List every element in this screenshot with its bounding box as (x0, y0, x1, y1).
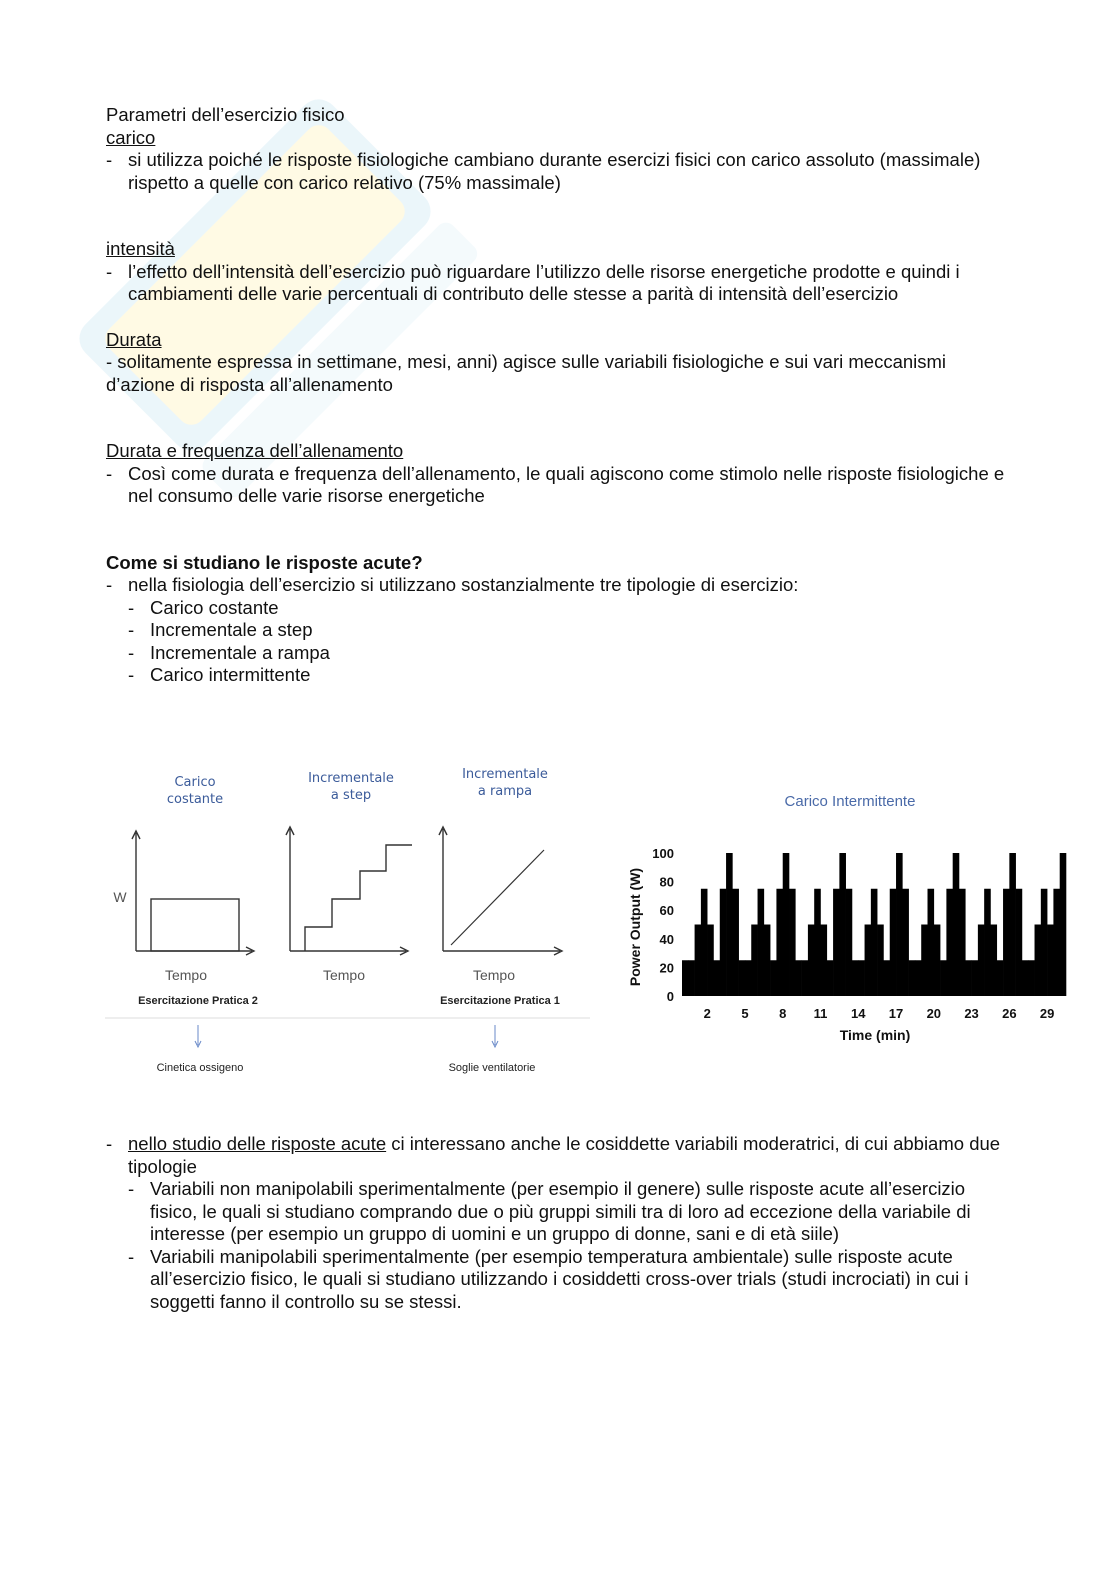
y-tick-label: 80 (659, 874, 674, 890)
x-tick-label: 11 (813, 1006, 828, 1021)
chart-bar (732, 889, 739, 996)
chart-bar (751, 925, 758, 997)
chart-bar (839, 853, 846, 996)
chart-bar (940, 960, 947, 996)
chart-bar (871, 889, 878, 996)
chart-bar (934, 925, 941, 997)
panel3-note: Soglie ventilatorie (448, 1062, 536, 1074)
chart-bar (770, 960, 777, 996)
chart-bar (682, 960, 689, 996)
chart-bar (865, 925, 872, 997)
chart-bar (833, 889, 840, 996)
chart-bar (858, 960, 865, 996)
chart-title: Carico Intermittente (784, 793, 916, 810)
chart-bar (928, 889, 935, 996)
chart-bar (990, 925, 997, 997)
sub-item-non-manipolabili: - Variabili non manipolabili sperimentalmente (per esempio il genere) sulle risposte acute all’esercizio fisico, le quali si studiano comprando due o più gruppi simili tra di loro ad eccezione della variabile di interesse (per esempio un gruppo di uomini e un gruppo di donne, sani e di età siile) (106, 1178, 1006, 1246)
chart-bar (902, 889, 909, 996)
chart-y-ticks (652, 846, 674, 1004)
chart-bar (707, 925, 714, 997)
chart-bar (776, 889, 783, 996)
chart-bar (965, 960, 972, 996)
panel2-step-load (305, 845, 412, 951)
x-tick-label: 14 (851, 1006, 866, 1021)
x-tick-label: 17 (888, 1006, 904, 1021)
intermittent-chart (627, 793, 1066, 1043)
chart-bar (1041, 889, 1048, 996)
x-tick-label: 2 (703, 1006, 711, 1021)
chart-bar (1022, 960, 1029, 996)
chart-bar (745, 960, 752, 996)
bullet-frequenza: - Così come durata e frequenza dell’allenamento, le quali agiscono come stimolo nelle risposte fisiologiche e nel consumo delle varie risorse energetiche (106, 463, 1006, 508)
chart-bar (877, 925, 884, 997)
chart-bar (946, 889, 953, 996)
chart-bar (852, 960, 859, 996)
bullet-moderatrici (106, 1133, 1006, 1178)
panel1-x-label: Tempo (164, 967, 208, 983)
main-text (106, 104, 1006, 687)
chart-y-label: Power Output (W) (627, 867, 643, 987)
chart-bar (713, 960, 720, 996)
chart-bar (1016, 889, 1023, 996)
type-item: - Carico costante (106, 597, 1006, 620)
type-item: - Incrementale a step (106, 619, 1006, 642)
chart-bar (1053, 889, 1060, 996)
chart-bar (789, 889, 796, 996)
panel3-caption: Esercitazione Pratica 1 (440, 995, 560, 1007)
chart-bar (695, 925, 702, 997)
heading-durata: Durata (106, 328, 162, 350)
chart-bar (997, 960, 1004, 996)
chart-bar (915, 960, 922, 996)
chart-bar (1035, 925, 1042, 997)
bullet-intensita: - l’effetto dell’intensità dell’esercizio può riguardare l’utilizzo delle risorse energetiche prodotte e quindi i cambiamenti delle varie percentuali di contributo delle stesse a parità di intensità dell’esercizio (106, 261, 1006, 306)
chart-bar (688, 960, 695, 996)
panel2-title-line1: Incrementale (308, 771, 394, 786)
chart-bar (883, 960, 890, 996)
chart-x-label: Time (min) (839, 1027, 911, 1043)
chart-bar (984, 889, 991, 996)
panel3-title-line1: Incrementale (462, 767, 548, 782)
chart-bar (909, 960, 916, 996)
chart-bar (972, 960, 979, 996)
y-tick-label: 40 (659, 931, 674, 947)
x-tick-label: 26 (1002, 1006, 1017, 1021)
chart-bar (795, 960, 802, 996)
chart-bar (764, 925, 771, 997)
chart-bar (814, 889, 821, 996)
chart-bar (1028, 960, 1035, 996)
section-title: Parametri dell’esercizio fisico (106, 104, 345, 125)
panel2-axes (286, 827, 408, 955)
type-item: - Carico intermittente (106, 664, 1006, 687)
chart-bar (959, 889, 966, 996)
underlined-phrase: nello studio delle risposte acute (128, 1133, 387, 1154)
chart-bar (739, 960, 746, 996)
chart-bar (827, 960, 834, 996)
chart-bars (682, 853, 1066, 996)
chart-bar (701, 889, 708, 996)
y-tick-label: 100 (652, 846, 674, 861)
chart-bar (1047, 925, 1054, 997)
panel1-note: Cinetica ossigeno (156, 1062, 244, 1074)
panel1-y-label: W (113, 889, 127, 905)
panel3-ramp-load (451, 850, 544, 945)
chart-bar (726, 853, 733, 996)
heading-risposte-acute: Come si studiano le risposte acute? (106, 551, 423, 573)
chart-bar (1003, 889, 1010, 996)
bullet-carico: - si utilizza poiché le risposte fisiologiche cambiano durante esercizi fisici con carico assoluto (massimale) rispetto a quelle con carico relativo (75% massimale) (106, 149, 1006, 194)
y-tick-label: 60 (659, 903, 674, 919)
chart-x-ticks (704, 1006, 1055, 1021)
chart-bar (758, 889, 765, 996)
x-tick-label: 8 (779, 1006, 787, 1021)
moderator-section (106, 1133, 1006, 1313)
panel3-axes (439, 827, 562, 955)
panel1-title-line2: costante (166, 792, 224, 807)
chart-bar (896, 853, 903, 996)
heading-frequenza: Durata e frequenza dell’allenamento (106, 440, 404, 461)
chart-bar (890, 889, 897, 996)
chart-bar (720, 889, 727, 996)
panel1-caption: Esercitazione Pratica 2 (138, 995, 258, 1007)
bullet-intro: - nella fisiologia dell’esercizio si utilizzano sostanzialmente tre tipologie di esercizio: (106, 574, 1006, 597)
chart-bar (808, 925, 815, 997)
exercise-figure (100, 755, 1080, 1085)
chart-bar (1009, 853, 1016, 996)
chart-bar (820, 925, 827, 997)
chart-bar (921, 925, 928, 997)
text-durata: - solitamente espressa in settimane, mesi, anni) agisce sulle variabili fisiologiche e sui vari meccanismi d’azione di risposta all’allenamento (106, 351, 947, 395)
chart-bar (953, 853, 960, 996)
heading-carico: carico (106, 126, 156, 148)
type-item: - Incrementale a rampa (106, 642, 1006, 665)
y-tick-label: 0 (666, 989, 674, 1004)
chart-bar (802, 960, 809, 996)
chart-bar (1060, 853, 1067, 996)
heading-intensita: intensità (106, 238, 175, 259)
panel2-x-label: Tempo (322, 967, 366, 983)
chart-bar (783, 853, 790, 996)
sub-item-manipolabili: - Variabili manipolabili sperimentalmente (per esempio temperatura ambientale) sulle risposte acute all’esercizio fisico, le quali si studiano utilizzando i cosiddetti cross-over trials (studi incrociati) in cui i soggetti fanno il controllo su se stessi. (106, 1246, 1006, 1314)
panel1-constant-load (151, 899, 239, 951)
y-tick-label: 20 (659, 960, 674, 976)
x-tick-label: 5 (741, 1006, 749, 1021)
panel3-title-line2: a rampa (477, 784, 533, 799)
panel3-x-label: Tempo (472, 967, 516, 983)
x-tick-label: 20 (926, 1006, 942, 1021)
chart-bar (846, 889, 853, 996)
panel2-title-line2: a step (330, 788, 372, 803)
x-tick-label: 29 (1039, 1006, 1055, 1021)
panel1-title-line1: Carico (174, 775, 216, 790)
bullet-moderatrici-text: ci interessano anche le cosiddette variabili moderatrici, di cui abbiamo due tipologie (128, 1133, 1001, 1177)
chart-bar (978, 925, 985, 997)
x-tick-label: 23 (964, 1006, 979, 1021)
